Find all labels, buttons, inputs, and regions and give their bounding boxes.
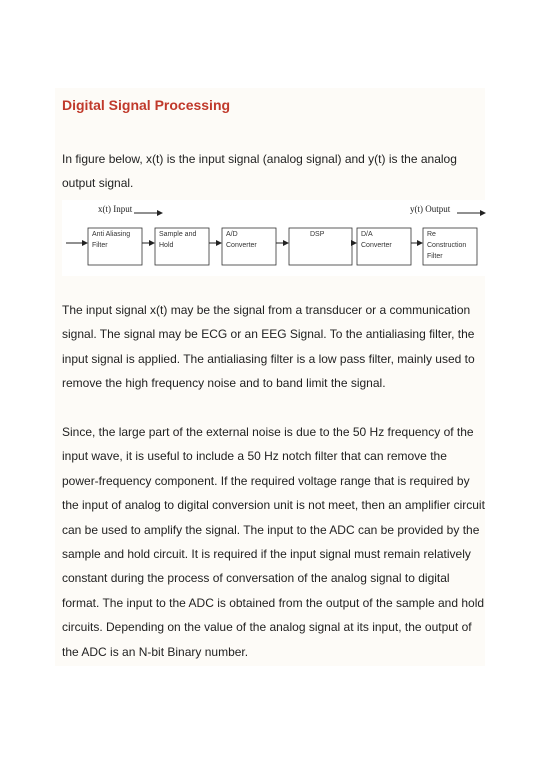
input-signal-label: x(t) Input bbox=[98, 204, 133, 214]
block-diagram bbox=[62, 200, 486, 276]
page-title: Digital Signal Processing bbox=[62, 97, 231, 113]
paragraph-intro: In figure below, x(t) is the input signal (analog signal) and y(t) is the analog output signal. bbox=[62, 152, 457, 191]
block-label-dsp: DSP bbox=[310, 231, 325, 238]
block-label-sample-hold: Sample and Hold bbox=[159, 231, 197, 249]
paragraph-noise-adc: Since, the large part of the external noise is due to the 50 Hz frequency of the input wave, it is useful to include a 50 Hz notch filter that can remove the power-frequency component. If the required voltage range that is required by the input of analog to digital conversion unit is not meet, then an amplifier circuit can be used to amplify the signal. The input to the ADC can be provided by the sample and hold circuit. It is required if the input signal must remain relatively constant during the process of conversation of the analog signal to digital format. The input to the ADC is obtained from the output of the sample and hold circuits. Depending on the value of the analog signal at its input, the output of the ADC is an N-bit Binary number. bbox=[62, 425, 485, 659]
block-label-da-converter: D/A Converter bbox=[361, 231, 392, 249]
paragraph-input-signal: The input signal x(t) may be the signal from a transducer or a communication signal. The signal may be ECG or an EEG Signal. To the antialiasing filter, the input signal is applied. The antialiasing filter is a low pass filter, mainly used to remove the high frequency noise and to band limit the signal. bbox=[62, 303, 475, 391]
block-label-ad-converter: A/D Converter bbox=[226, 231, 257, 249]
block-label-reconstruction-filter: Re Construction Filter bbox=[427, 231, 467, 260]
block-label-anti-aliasing: Anti Aliasing Filter bbox=[92, 231, 131, 249]
output-signal-label: y(t) Output bbox=[410, 204, 451, 214]
